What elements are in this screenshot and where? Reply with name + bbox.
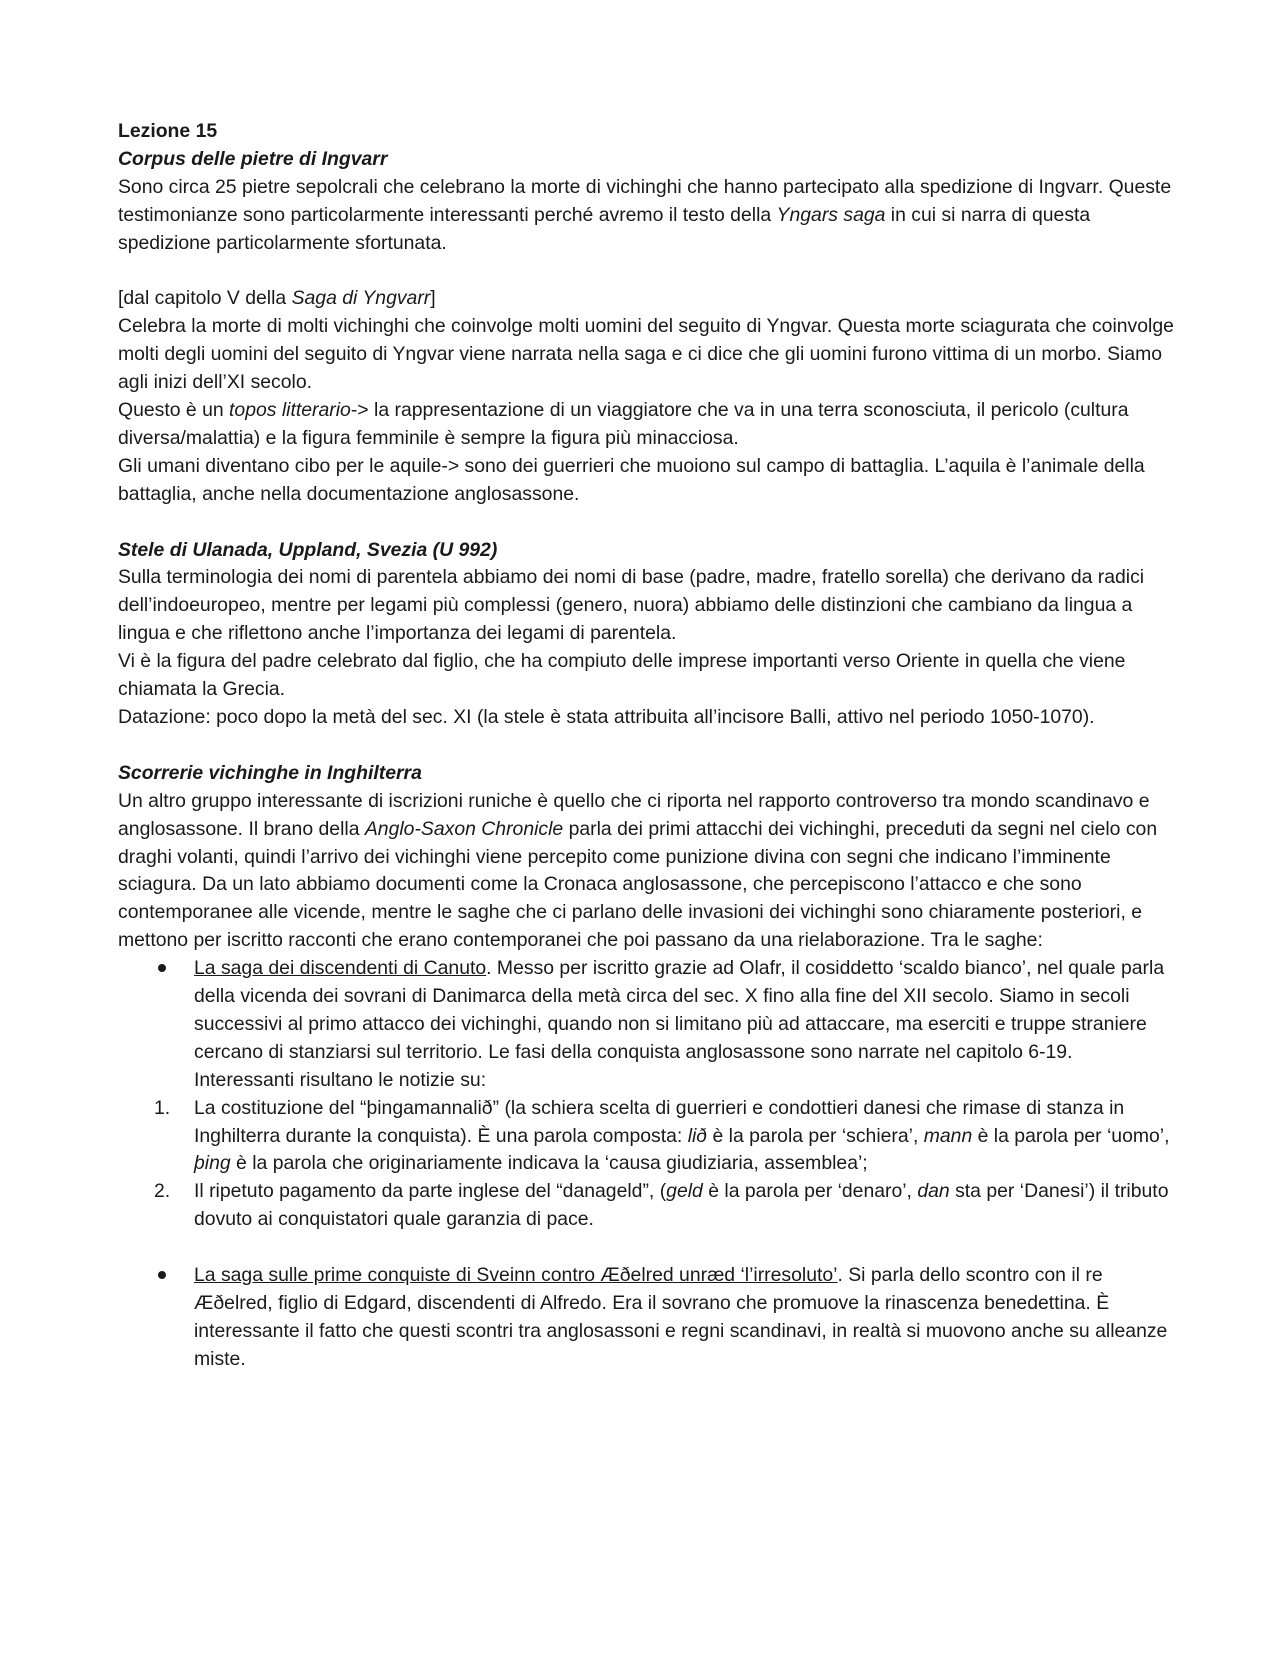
section-heading-ingvarr: Corpus delle pietre di Ingvarr <box>118 147 388 170</box>
text: è la parola per ‘denaro’, <box>702 1180 918 1203</box>
numbered-list <box>118 1095 1178 1235</box>
section-heading-stele: Stele di Ulanada, Uppland, Svezia (U 992) <box>118 538 498 561</box>
section-heading-scorrerie: Scorrerie vichinghe in Inghilterra <box>118 761 422 784</box>
paragraph <box>118 285 1178 313</box>
text: Questo è un <box>118 399 230 422</box>
paragraph <box>118 397 1178 453</box>
italic-text: mann <box>923 1124 973 1147</box>
bullet-icon <box>154 1262 184 1290</box>
italic-text: þing <box>194 1152 231 1175</box>
paragraph: Gli umani diventano cibo per le aquile-> sono dei guerrieri che muoiono sul campo di battaglia. L’aquila è l’animale della battaglia, anche nella documentazione anglosassone. <box>118 454 1145 505</box>
text: ] <box>430 287 436 310</box>
bullet-list <box>118 1262 1178 1374</box>
text: sta per ‘Danesi’) il tributo dovuto ai conquistatori quale garanzia di pace. <box>194 1180 1169 1231</box>
text: è la parola per ‘uomo’, <box>972 1124 1170 1147</box>
text: in cui si narra di questa spedizione particolarmente sfortunata. <box>118 203 1091 254</box>
text: Sono circa 25 pietre sepolcrali che celebrano la morte di vichinghi che hanno partecipato alla spedizione di Ingvarr. Queste testimonianze sono particolarmente interessanti perché avremo il testo della <box>118 175 1172 226</box>
italic-text: Saga di Yngvarr <box>291 287 431 310</box>
italic-text: lið <box>687 1124 708 1147</box>
text: [dal capitolo V della <box>118 287 292 310</box>
text: -> la rappresentazione di un viaggiatore che va in una terra sconosciuta, il pericolo (cultura diversa/malattia) e la figura femminile è sempre la figura più minacciosa. <box>118 399 1129 449</box>
text: La costituzione del “þingamannalið” (la schiera scelta di guerrieri e condottieri danesi che rimase di stanza in Inghilterra durante la conquista). È una parola composta: <box>194 1096 1125 1147</box>
text: . Messo per iscritto grazie ad Olafr, il cosiddetto ‘scaldo bianco’, nel quale parla della vicenda dei sovrani di Danimarca della metà circa del sec. X fino alla fine del XII secolo. Siamo in secoli successivi al primo attacco dei vichinghi, quando non si limitano più ad attaccare, ma eserciti e truppe straniere cercano di stanziarsi sul territorio. Le fasi della conquista anglosassone sono narrate nel capitolo 6-19. Interessanti risultano le notizie su: <box>194 957 1165 1091</box>
text: è la parola che originariamente indicava la ‘causa giudiziaria, assemblea’; <box>230 1152 868 1175</box>
bullet-list <box>118 955 1178 1095</box>
text: Un altro gruppo interessante di iscrizioni runiche è quello che ci riporta nel rapporto controverso tra mondo scandinavo e anglosassone. Il brano della <box>118 789 1150 840</box>
list-number: 2. <box>154 1180 171 1203</box>
list-item <box>118 955 1178 1095</box>
italic-text: geld <box>666 1180 703 1203</box>
document-page <box>118 118 1178 1374</box>
paragraph <box>118 174 1178 258</box>
text: è la parola per ‘schiera’, <box>707 1124 924 1147</box>
paragraph: Sulla terminologia dei nomi di parentela abbiamo dei nomi di base (padre, madre, fratello sorella) che derivano da radici dell’indoeuropeo, mentre per legami più complessi (genero, nuora) abbiamo delle distinzioni che cambiano da lingua a lingua e che riflettono anche l’importanza dei legami di parentela. <box>118 566 1145 645</box>
list-item <box>118 1262 1178 1374</box>
bullet-icon <box>154 955 184 983</box>
italic-text: dan <box>917 1180 950 1203</box>
paragraph <box>118 788 1178 955</box>
blank-line <box>118 1234 1178 1262</box>
list-number: 1. <box>154 1096 171 1119</box>
italic-text: Yngars saga <box>776 203 886 226</box>
italic-text: topos litterario <box>229 399 351 422</box>
blank-line <box>118 258 1178 286</box>
list-item <box>118 1095 1178 1179</box>
text: . Si parla dello scontro con il re Æðelred, figlio di Edgard, discendenti di Alfredo. Era il sovrano che promuove la rinascenza benedettina. È interessante il fatto che questi scontri tra anglosassoni e regni scandinavi, in realtà si muovono anche su alleanze miste. <box>194 1264 1168 1370</box>
underlined-title: La saga sulle prime conquiste di Sveinn contro Æðelred unræd ‘l’irresoluto’ <box>194 1264 838 1287</box>
text: parla dei primi attacchi dei vichinghi, preceduti da segni nel cielo con draghi volanti, quindi l’arrivo dei vichinghi viene percepito come punizione divina con segni che indicano l’imminente sciagura. Da un lato abbiamo documenti come la Cronaca anglosassone, che percepiscono l’attacco e che sono contemporanee alle vicende, mentre le saghe che ci parlano delle invasioni dei vichinghi sono chiaramente posteriori, e mettono per iscritto racconti che erano contemporanei che poi passano da una rielaborazione. Tra le saghe: <box>118 817 1158 952</box>
text: Il ripetuto pagamento da parte inglese del “danageld”, ( <box>194 1180 667 1203</box>
paragraph: Datazione: poco dopo la metà del sec. XI (la stele è stata attribuita all’incisore Balli, attivo nel periodo 1050-1070). <box>118 706 1095 728</box>
underlined-title: La saga dei discendenti di Canuto <box>194 957 487 980</box>
paragraph: Vi è la figura del padre celebrato dal figlio, che ha compiuto delle imprese importanti verso Oriente in quella che viene chiamata la Grecia. <box>118 650 1126 701</box>
paragraph: Celebra la morte di molti vichinghi che coinvolge molti uomini del seguito di Yngvar. Questa morte sciagurata che coinvolge molti degli uomini del seguito di Yngvar viene narrata nella saga e ci dice che gli uomini furono vittima di un morbo. Siamo agli inizi dell’XI secolo. <box>118 315 1174 394</box>
italic-text: Anglo-Saxon Chronicle <box>364 817 564 840</box>
blank-line <box>118 509 1178 537</box>
blank-line <box>118 732 1178 760</box>
list-item <box>118 1178 1178 1234</box>
page-title: Lezione 15 <box>118 120 218 142</box>
